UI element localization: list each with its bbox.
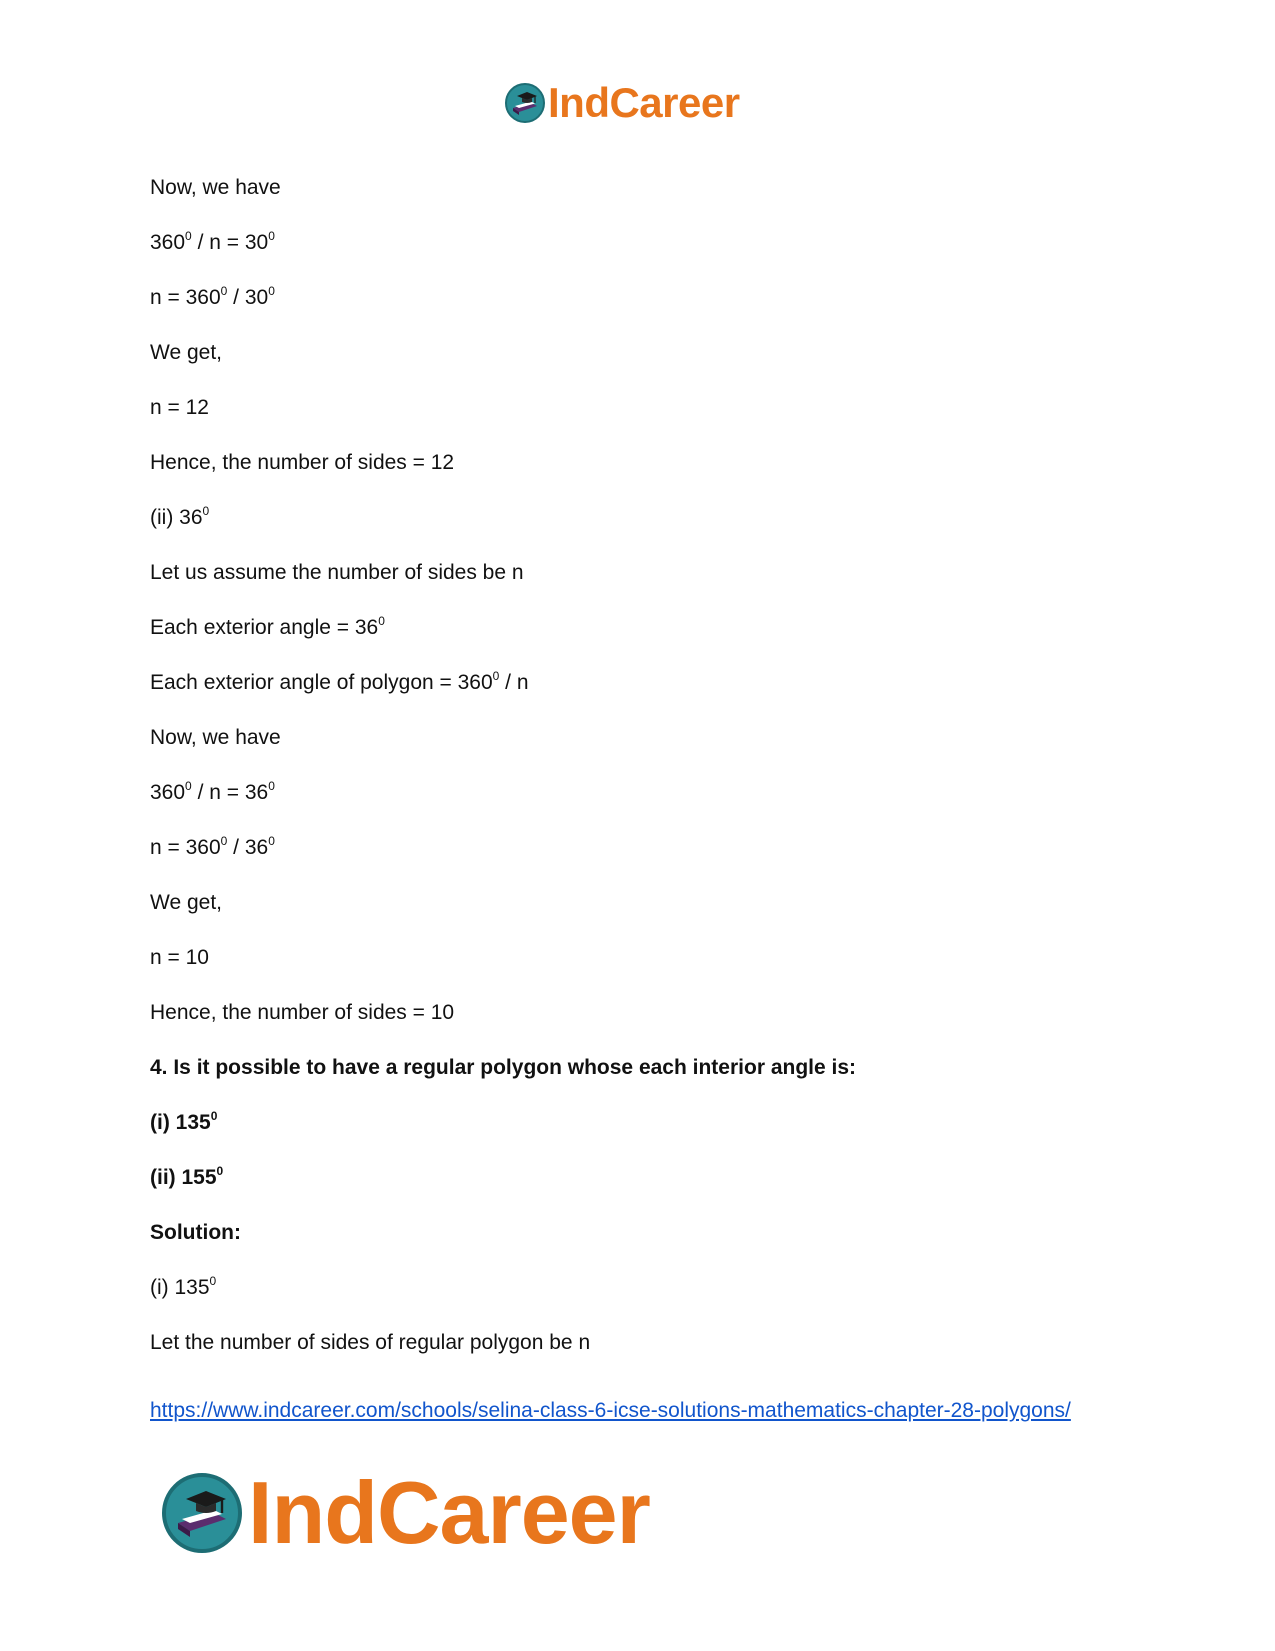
degree-superscript: 0 xyxy=(185,779,192,793)
text-line xyxy=(150,614,1130,642)
header-logo xyxy=(504,80,740,126)
degree-superscript: 0 xyxy=(209,1274,217,1288)
line-text: / 36 xyxy=(227,836,269,859)
line-text: Let the number of sides of regular polygon be n xyxy=(150,1331,591,1354)
line-text: Hence, the number of sides = 10 xyxy=(150,1001,455,1024)
text-line xyxy=(150,174,1130,202)
line-text: (ii) 36 xyxy=(150,506,203,529)
brand-name: IndCareer xyxy=(548,79,740,126)
document-body xyxy=(150,174,1130,1384)
degree-superscript: 0 xyxy=(378,614,385,628)
text-line xyxy=(150,284,1130,312)
line-text: / n = 36 xyxy=(191,781,269,804)
text-line xyxy=(150,834,1130,862)
text-line xyxy=(150,999,1130,1027)
brand-name: IndCareer xyxy=(248,1463,650,1562)
text-line xyxy=(150,449,1130,477)
degree-superscript: 0 xyxy=(185,229,192,243)
graduation-book-icon xyxy=(160,1471,244,1555)
line-text: We get, xyxy=(150,891,222,914)
degree-superscript: 0 xyxy=(492,669,500,683)
line-text: Solution: xyxy=(150,1221,241,1244)
line-text: n = 360 xyxy=(150,836,221,859)
degree-superscript: 0 xyxy=(220,834,228,848)
degree-superscript: 0 xyxy=(268,834,275,848)
degree-superscript: 0 xyxy=(268,779,275,793)
text-line xyxy=(150,394,1130,422)
text-line xyxy=(150,724,1130,752)
line-text: (i) 135 xyxy=(150,1111,211,1134)
line-text: n = 12 xyxy=(150,396,209,419)
text-line xyxy=(150,1329,1130,1357)
line-text: n = 360 xyxy=(150,286,221,309)
question-line xyxy=(150,1219,1130,1247)
text-line xyxy=(150,504,1130,532)
question-line xyxy=(150,1109,1130,1137)
line-text: (i) 135 xyxy=(150,1276,210,1299)
degree-superscript: 0 xyxy=(202,504,210,518)
line-text: (ii) 155 xyxy=(150,1166,217,1189)
line-text: We get, xyxy=(150,341,222,364)
degree-superscript: 0 xyxy=(216,1164,224,1178)
line-text: Now, we have xyxy=(150,726,281,749)
footer-logo xyxy=(160,1463,650,1562)
line-text: Let us assume the number of sides be n xyxy=(150,561,524,584)
line-text: 4. Is it possible to have a regular polygon whose each interior angle is: xyxy=(150,1056,857,1079)
text-line xyxy=(150,339,1130,367)
line-text: 360 xyxy=(150,231,186,254)
question-line xyxy=(150,1164,1130,1192)
degree-superscript: 0 xyxy=(268,229,275,243)
text-line xyxy=(150,889,1130,917)
text-line xyxy=(150,779,1130,807)
text-line xyxy=(150,669,1130,697)
degree-superscript: 0 xyxy=(268,284,275,298)
line-text: / 30 xyxy=(227,286,269,309)
line-text: Hence, the number of sides = 12 xyxy=(150,451,455,474)
text-line xyxy=(150,229,1130,257)
source-url-link[interactable]: https://www.indcareer.com/schools/selina-class-6-icse-solutions-mathematics-chapter-28-polygons/ xyxy=(150,1399,1071,1422)
degree-superscript: 0 xyxy=(220,284,228,298)
graduation-book-icon xyxy=(504,82,546,124)
line-text: n = 10 xyxy=(150,946,209,969)
line-text: / n = 30 xyxy=(191,231,269,254)
degree-superscript: 0 xyxy=(210,1109,218,1123)
question-line xyxy=(150,1054,1130,1082)
line-text: / n xyxy=(499,671,529,694)
line-text: Now, we have xyxy=(150,176,281,199)
line-text: Each exterior angle = 36 xyxy=(150,616,379,639)
line-text: 360 xyxy=(150,781,186,804)
text-line xyxy=(150,559,1130,587)
line-text: Each exterior angle of polygon = 360 xyxy=(150,671,493,694)
text-line xyxy=(150,1274,1130,1302)
text-line xyxy=(150,944,1130,972)
